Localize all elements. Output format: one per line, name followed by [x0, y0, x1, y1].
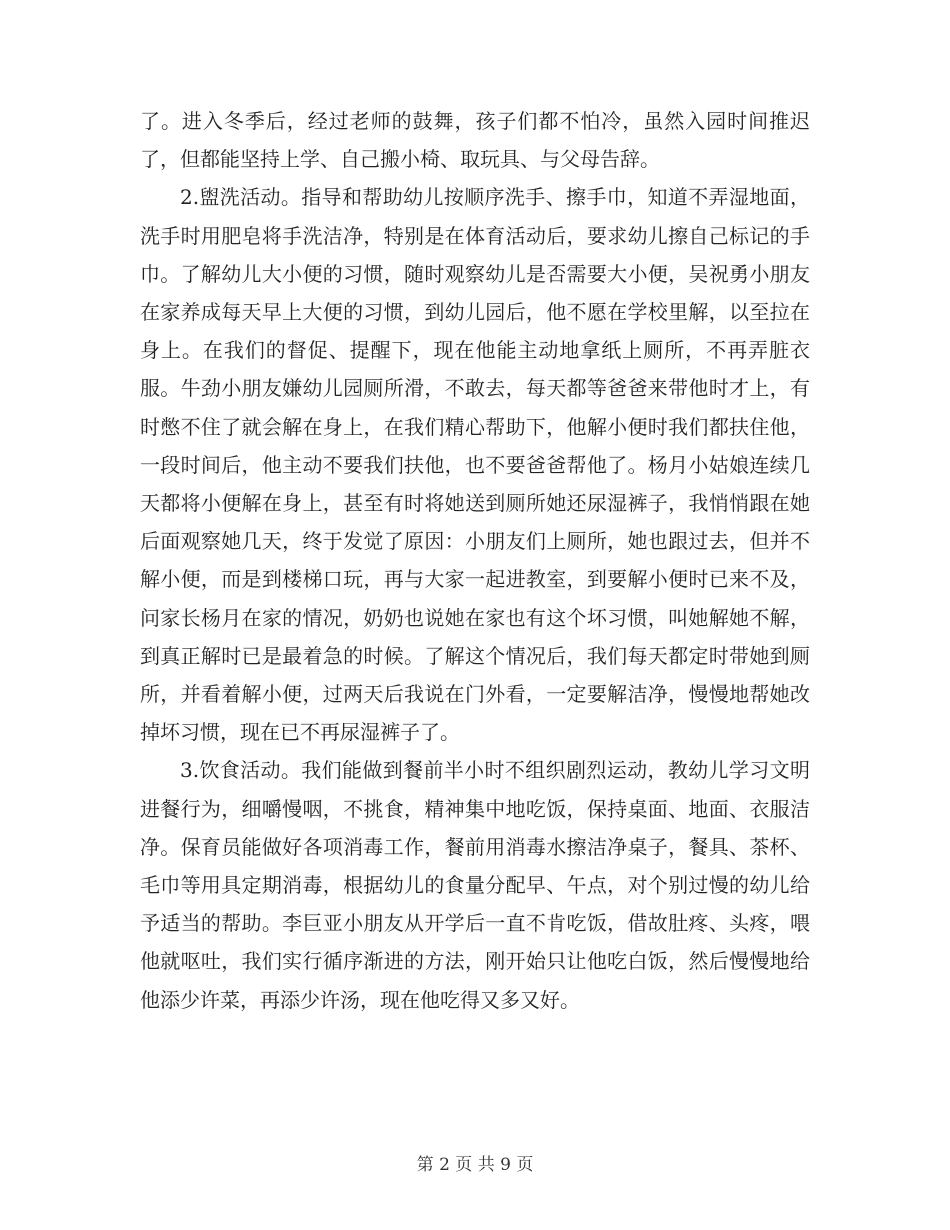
document-body	[140, 102, 810, 1019]
page-number-footer: 第 2 页 共 9 页	[416, 1155, 534, 1175]
paragraph-washing-activity: 2.盥洗活动。指导和帮助幼儿按顺序洗手、擦手巾，知道不弄湿地面，洗手时用肥皂将手洗洁净，特别是在体育活动后，要求幼儿擦自己标记的手巾。了解幼儿大小便的习惯，随时观察幼儿是否需要大小便，吴祝勇小朋友在家养成每天早上大便的习惯，到幼儿园后，他不愿在学校里解，以至拉在身上。在我们的督促、提醒下，现在他能主动地拿纸上厕所，不再弄脏衣服。牛劲小朋友嫌幼儿园厕所滑，不敢去，每天都等爸爸来带他时才上，有时憋不住了就会解在身上，在我们精心帮助下，他解小便时我们都扶住他，一段时间后，他主动不要我们扶他，也不要爸爸帮他了。杨月小姑娘连续几天都将小便解在身上，甚至有时将她送到厕所她还尿湿裤子，我悄悄跟在她后面观察她几天，终于发觉了原因：小朋友们上厕所，她也跟过去，但并不解小便，而是到楼梯口玩，再与大家一起进教室，到要解小便时已来不及，问家长杨月在家的情况，奶奶也说她在家也有这个坏习惯，叫她解她不解，到真正解时已是最着急的时候。了解这个情况后，我们每天都定时带她到厕所，并看着解小便，过两天后我说在门外看，一定要解洁净，慢慢地帮她改掉坏习惯，现在已不再尿湿裤子了。	[140, 185, 810, 745]
paragraph-continuation: 了。进入冬季后，经过老师的鼓舞，孩子们都不怕冷，虽然入园时间推迟了，但都能坚持上学、自己搬小椅、取玩具、与父母告辞。	[140, 109, 810, 172]
paragraph-eating-activity: 3.饮食活动。我们能做到餐前半小时不组织剧烈运动，教幼儿学习文明进餐行为，细嚼慢咽，不挑食，精神集中地吃饭，保持桌面、地面、衣服洁净。保育员能做好各项消毒工作，餐前用消毒水擦洁净桌子，餐具、茶杯、毛巾等用具定期消毒，根据幼儿的食量分配早、午点，对个别过慢的幼儿给予适当的帮助。李巨亚小朋友从开学后一直不肯吃饭，借故肚疼、头疼，喂他就呕吐，我们实行循序渐进的方法，刚开始只让他吃白饭，然后慢慢地给他添少许菜，再添少许汤，现在他吃得又多又好。	[140, 758, 810, 1012]
